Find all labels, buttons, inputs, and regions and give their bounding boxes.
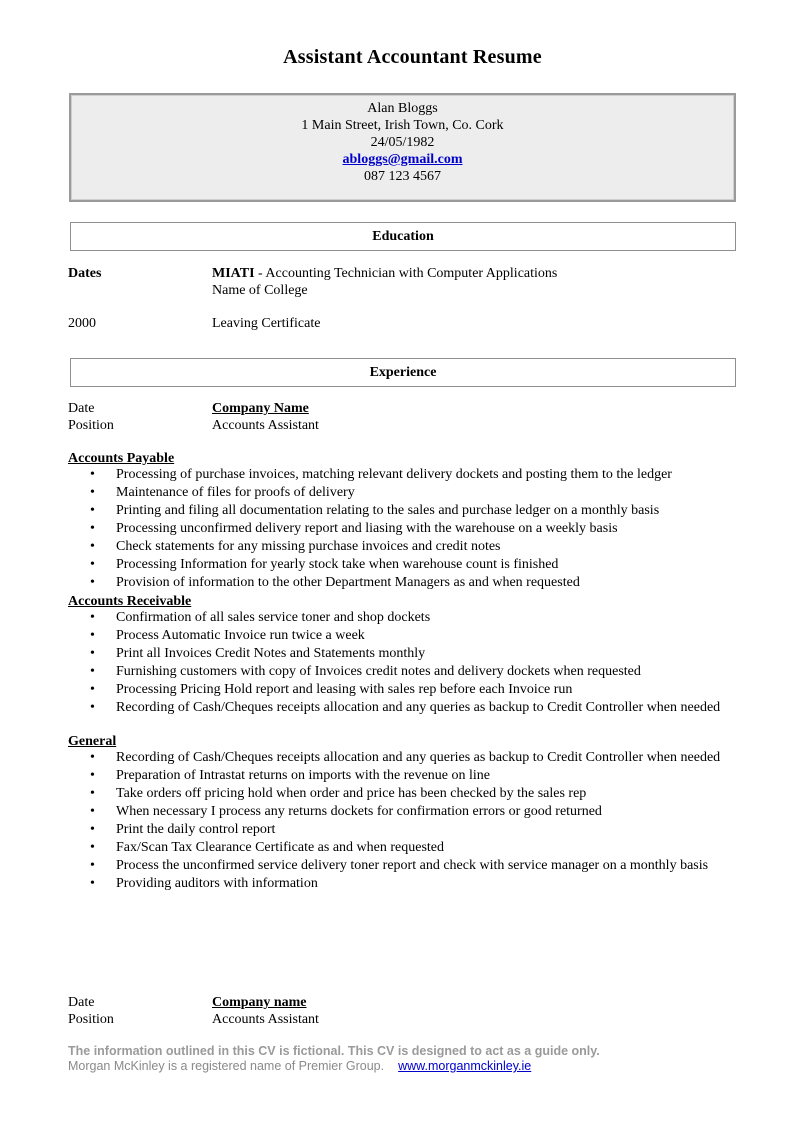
contact-phone: 087 123 4567 <box>364 169 441 184</box>
qualification-acronym: MIATI <box>212 266 255 281</box>
accounts-payable-list <box>68 467 748 593</box>
job2-company: Company name <box>212 995 307 1010</box>
list-item: • Process Automatic Invoice run twice a week <box>68 628 748 644</box>
job1-date-label: Date <box>68 401 95 416</box>
resume-title: Assistant Accountant Resume <box>283 46 542 68</box>
contact-box <box>69 93 736 202</box>
footer-website-link[interactable]: www.morganmckinley.ie <box>398 1059 532 1073</box>
list-item: • Furnishing customers with copy of Invoices credit notes and delivery dockets when requested <box>68 664 748 680</box>
job1-position-label: Position <box>68 418 114 433</box>
list-item: • Processing Pricing Hold report and leasing with sales rep before each Invoice run <box>68 682 748 698</box>
list-item: • Recording of Cash/Cheques receipts allocation and any queries as backup to Credit Controller when needed <box>68 700 748 716</box>
list-item: • Printing and filing all documentation relating to the sales and purchase ledger on a monthly basis <box>68 503 748 519</box>
list-item: • Print the daily control report <box>68 822 748 838</box>
list-item: • Take orders off pricing hold when order and price has been checked by the sales rep <box>68 786 748 802</box>
list-item: • Providing auditors with information <box>68 876 748 892</box>
list-item: • Fax/Scan Tax Clearance Certificate as and when requested <box>68 840 748 856</box>
accounts-receivable-list <box>68 610 748 718</box>
job2-position-label: Position <box>68 1012 114 1027</box>
job2-date-label: Date <box>68 995 95 1010</box>
list-item: • Preparation of Intrastat returns on imports with the revenue on line <box>68 768 748 784</box>
contact-name: Alan Bloggs <box>367 101 438 116</box>
list-item: • Processing unconfirmed delivery report and liasing with the warehouse on a weekly basis <box>68 521 748 537</box>
contact-address: 1 Main Street, Irish Town, Co. Cork <box>301 118 504 133</box>
job1-company: Company Name <box>212 401 309 416</box>
qualification-description: - Accounting Technician with Computer Applications <box>254 266 558 281</box>
education-value: Leaving Certificate <box>212 316 321 331</box>
accounts-payable-heading: Accounts Payable <box>68 451 175 466</box>
list-item: • Processing Information for yearly stock take when warehouse count is finished <box>68 557 748 573</box>
footer-registered: Morgan McKinley is a registered name of Premier Group. <box>68 1059 385 1073</box>
education-qualification <box>212 265 557 282</box>
education-college: Name of College <box>212 283 308 298</box>
list-item: • Processing of purchase invoices, matching relevant delivery dockets and posting them to the ledger <box>68 467 748 483</box>
accounts-receivable-heading: Accounts Receivable <box>68 594 192 609</box>
list-item: • Provision of information to the other Department Managers as and when requested <box>68 575 748 591</box>
experience-heading: Experience <box>70 358 736 387</box>
list-item: • Process the unconfirmed service delivery toner report and check with service manager on a monthly basis <box>68 858 748 874</box>
job1-position: Accounts Assistant <box>212 418 319 433</box>
footer-registered-row <box>68 1059 531 1073</box>
contact-email-link[interactable]: abloggs@gmail.com <box>342 152 463 167</box>
education-heading: Education <box>70 222 736 251</box>
list-item: • Print all Invoices Credit Notes and Statements monthly <box>68 646 748 662</box>
list-item: • When necessary I process any returns dockets for confirmation errors or good returned <box>68 804 748 820</box>
list-item: • Confirmation of all sales service toner and shop dockets <box>68 610 748 626</box>
education-entry <box>68 265 748 299</box>
general-list <box>68 750 748 894</box>
list-item: • Maintenance of files for proofs of delivery <box>68 485 748 501</box>
general-heading: General <box>68 734 117 749</box>
education-year-label: 2000 <box>68 316 96 331</box>
education-dates-label: Dates <box>68 266 102 281</box>
list-item: • Recording of Cash/Cheques receipts allocation and any queries as backup to Credit Controller when needed <box>68 750 748 766</box>
contact-dob: 24/05/1982 <box>370 135 435 150</box>
job2-position: Accounts Assistant <box>212 1012 319 1027</box>
list-item: • Check statements for any missing purchase invoices and credit notes <box>68 539 748 555</box>
footer-disclaimer: The information outlined in this CV is fictional. This CV is designed to act as a guide only. <box>68 1044 600 1058</box>
